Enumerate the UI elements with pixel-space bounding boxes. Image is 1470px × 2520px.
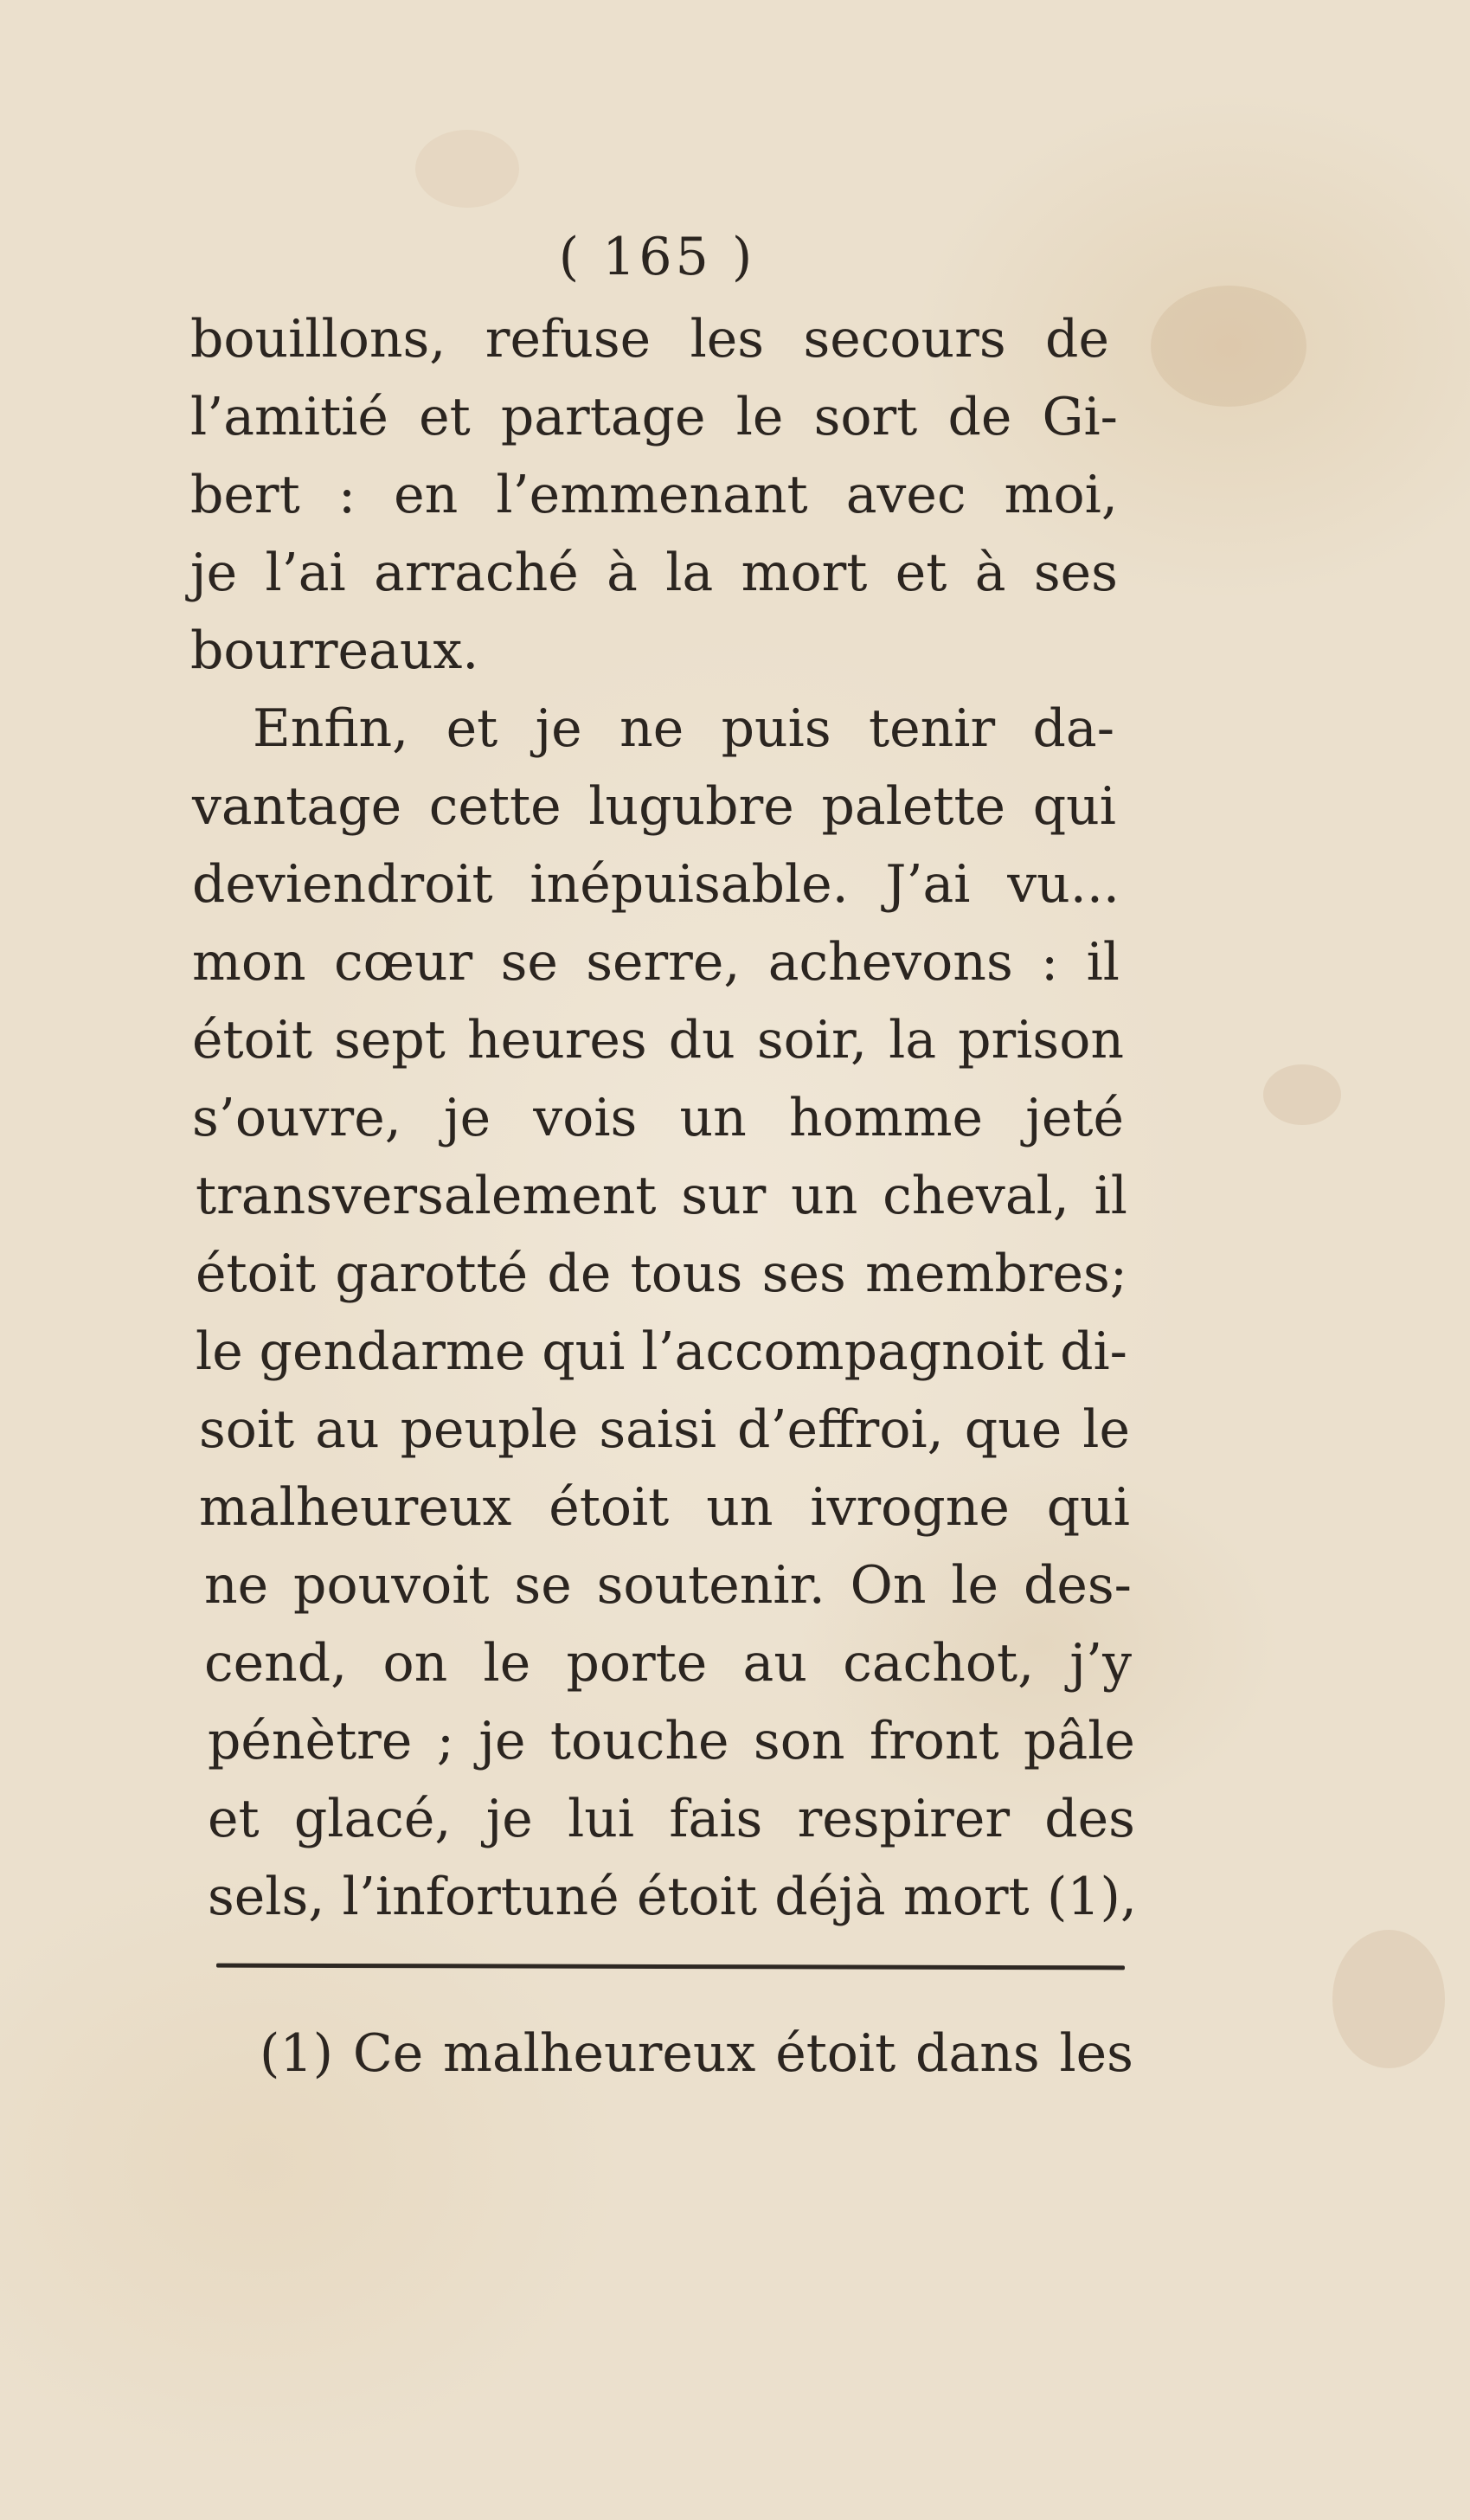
word: soutenir. bbox=[596, 1555, 825, 1616]
text-line bbox=[190, 543, 1118, 603]
word: au bbox=[742, 1633, 807, 1694]
word: sort bbox=[813, 387, 918, 447]
text-line bbox=[253, 698, 1114, 759]
word: mort bbox=[902, 1867, 1030, 1927]
word: le bbox=[1082, 1399, 1130, 1460]
word: serre, bbox=[586, 932, 741, 993]
word: homme bbox=[788, 1088, 984, 1148]
word: jeté bbox=[1025, 1088, 1124, 1148]
word: malheureux bbox=[443, 2023, 756, 2084]
text-line bbox=[199, 1477, 1130, 1538]
word: et bbox=[446, 698, 498, 759]
word: cend, bbox=[204, 1633, 348, 1694]
word: tenir bbox=[869, 698, 996, 759]
word: s’ouvre, bbox=[192, 1088, 401, 1148]
text-line bbox=[208, 1789, 1135, 1849]
word: (1) bbox=[260, 2023, 333, 2084]
word: Gi- bbox=[1042, 387, 1118, 447]
text-line bbox=[192, 932, 1120, 993]
word: prison bbox=[958, 1010, 1124, 1070]
word: respirer bbox=[797, 1789, 1011, 1849]
word: sur bbox=[681, 1166, 767, 1226]
word: secours bbox=[803, 309, 1006, 370]
text-line bbox=[204, 1555, 1132, 1616]
text-line bbox=[204, 1633, 1132, 1694]
word: puis bbox=[721, 698, 831, 759]
text-line bbox=[208, 1711, 1135, 1771]
word: son bbox=[753, 1711, 845, 1771]
word: pénètre bbox=[208, 1711, 413, 1771]
word: inépuisable. bbox=[530, 854, 849, 915]
word: achevons bbox=[767, 932, 1013, 993]
word: lui bbox=[568, 1789, 635, 1849]
word: en bbox=[394, 465, 459, 525]
word: et bbox=[419, 387, 471, 447]
word: je bbox=[478, 1711, 526, 1771]
word: front bbox=[869, 1711, 999, 1771]
word: mon bbox=[192, 932, 306, 993]
word: et bbox=[895, 543, 947, 603]
word: cœur bbox=[333, 932, 473, 993]
word: Ce bbox=[352, 2023, 424, 2084]
word: di- bbox=[1060, 1321, 1127, 1382]
word: ivrogne bbox=[810, 1477, 1010, 1538]
word: vantage bbox=[192, 776, 402, 837]
text-line bbox=[192, 776, 1116, 837]
word: partage bbox=[500, 387, 706, 447]
text-line bbox=[190, 309, 1109, 370]
text-line: bourreaux. bbox=[190, 620, 479, 681]
word: d’effroi, bbox=[737, 1399, 944, 1460]
word: On bbox=[850, 1555, 927, 1616]
text-line bbox=[192, 854, 1120, 915]
word: bert bbox=[190, 465, 300, 525]
word: ne bbox=[619, 698, 684, 759]
word: on bbox=[382, 1633, 448, 1694]
word: : bbox=[337, 465, 356, 525]
word: pouvoit bbox=[293, 1555, 490, 1616]
word: bouillons, bbox=[190, 309, 446, 370]
word: avec bbox=[845, 465, 966, 525]
word: je bbox=[190, 543, 238, 603]
word: la bbox=[889, 1010, 937, 1070]
word: cachot, bbox=[843, 1633, 1035, 1694]
word: porte bbox=[566, 1633, 708, 1694]
word: da- bbox=[1032, 698, 1114, 759]
word: de bbox=[547, 1244, 612, 1304]
word: se bbox=[500, 932, 558, 993]
word: il bbox=[1094, 1166, 1127, 1226]
word: je bbox=[535, 698, 582, 759]
word: soit bbox=[199, 1399, 295, 1460]
word: qui bbox=[1046, 1477, 1130, 1538]
word: un bbox=[791, 1166, 858, 1226]
text-line bbox=[190, 387, 1118, 447]
word: au bbox=[315, 1399, 380, 1460]
word: soir, bbox=[756, 1010, 868, 1070]
word: étoit bbox=[636, 1867, 757, 1927]
word: ne bbox=[204, 1555, 269, 1616]
word: de bbox=[947, 387, 1012, 447]
word: les bbox=[1059, 2023, 1133, 2084]
text-line bbox=[190, 465, 1118, 525]
word: étoit bbox=[196, 1244, 317, 1304]
word: (1), bbox=[1046, 1867, 1137, 1927]
word: transversalement bbox=[196, 1166, 657, 1226]
word: cheval, bbox=[883, 1166, 1069, 1226]
word: ; bbox=[436, 1711, 454, 1771]
text-line bbox=[196, 1321, 1127, 1382]
footnote-rule bbox=[216, 1964, 1125, 1970]
word: des bbox=[1044, 1789, 1135, 1849]
word: le bbox=[483, 1633, 531, 1694]
word: l’amitié bbox=[190, 387, 388, 447]
word: malheureux bbox=[199, 1477, 512, 1538]
word: j’y bbox=[1069, 1633, 1132, 1694]
text-line bbox=[208, 1867, 1137, 1927]
word: étoit bbox=[775, 2023, 896, 2084]
paper-stain bbox=[1263, 1064, 1341, 1125]
word: qui bbox=[1032, 776, 1116, 837]
word: un bbox=[679, 1088, 747, 1148]
text-line bbox=[192, 1088, 1124, 1148]
word: sept bbox=[334, 1010, 446, 1070]
word: l’emmenant bbox=[496, 465, 808, 525]
word: l’ai bbox=[265, 543, 346, 603]
word: palette bbox=[821, 776, 1006, 837]
word: déjà bbox=[774, 1867, 886, 1927]
word: dans bbox=[915, 2023, 1040, 2084]
word: l’accompagnoit bbox=[641, 1321, 1044, 1382]
word: vois bbox=[533, 1088, 638, 1148]
paper-stain bbox=[1332, 1930, 1445, 2068]
footnote bbox=[260, 2023, 1133, 2084]
text-line bbox=[196, 1244, 1127, 1304]
word: étoit bbox=[549, 1477, 670, 1538]
word: J’ai bbox=[885, 854, 971, 915]
paper-stain bbox=[415, 130, 519, 208]
word: le bbox=[735, 387, 784, 447]
word: à bbox=[974, 543, 1006, 603]
word: heures bbox=[466, 1010, 647, 1070]
word: qui bbox=[542, 1321, 626, 1382]
word: que bbox=[964, 1399, 1062, 1460]
word: de bbox=[1045, 309, 1109, 370]
word: le bbox=[951, 1555, 999, 1616]
word: membres; bbox=[865, 1244, 1127, 1304]
word: touche bbox=[549, 1711, 729, 1771]
word: Enfin, bbox=[253, 698, 409, 759]
word: peuple bbox=[400, 1399, 579, 1460]
word: fais bbox=[669, 1789, 763, 1849]
word: deviendroit bbox=[192, 854, 493, 915]
word: je bbox=[485, 1789, 533, 1849]
text-line bbox=[199, 1399, 1130, 1460]
word: le bbox=[196, 1321, 243, 1382]
text-line bbox=[192, 1010, 1124, 1070]
text-line bbox=[196, 1166, 1127, 1226]
word: saisi bbox=[599, 1399, 717, 1460]
word: garotté bbox=[335, 1244, 529, 1304]
word: ses bbox=[761, 1244, 846, 1304]
word: se bbox=[514, 1555, 572, 1616]
word: du bbox=[668, 1010, 735, 1070]
word: refuse bbox=[485, 309, 652, 370]
word: cette bbox=[428, 776, 562, 837]
word: un bbox=[706, 1477, 774, 1538]
word: moi, bbox=[1004, 465, 1118, 525]
word: gendarme bbox=[259, 1321, 526, 1382]
word: étoit bbox=[192, 1010, 313, 1070]
word: vu... bbox=[1007, 854, 1120, 915]
word: arraché bbox=[374, 543, 579, 603]
word: lugubre bbox=[588, 776, 794, 837]
word: : bbox=[1041, 932, 1059, 993]
word: les bbox=[690, 309, 765, 370]
word: la bbox=[665, 543, 714, 603]
paper-stain bbox=[1151, 286, 1306, 407]
word: à bbox=[607, 543, 638, 603]
page-number: ( 165 ) bbox=[558, 227, 756, 287]
word: ses bbox=[1033, 543, 1118, 603]
word: mort bbox=[741, 543, 868, 603]
word: il bbox=[1086, 932, 1120, 993]
word: et bbox=[208, 1789, 260, 1849]
word: glacé, bbox=[293, 1789, 452, 1849]
word: tous bbox=[630, 1244, 743, 1304]
word: sels, bbox=[208, 1867, 325, 1927]
word: l’infortuné bbox=[342, 1867, 619, 1927]
word: des- bbox=[1023, 1555, 1132, 1616]
word: je bbox=[443, 1088, 491, 1148]
word: pâle bbox=[1024, 1711, 1135, 1771]
